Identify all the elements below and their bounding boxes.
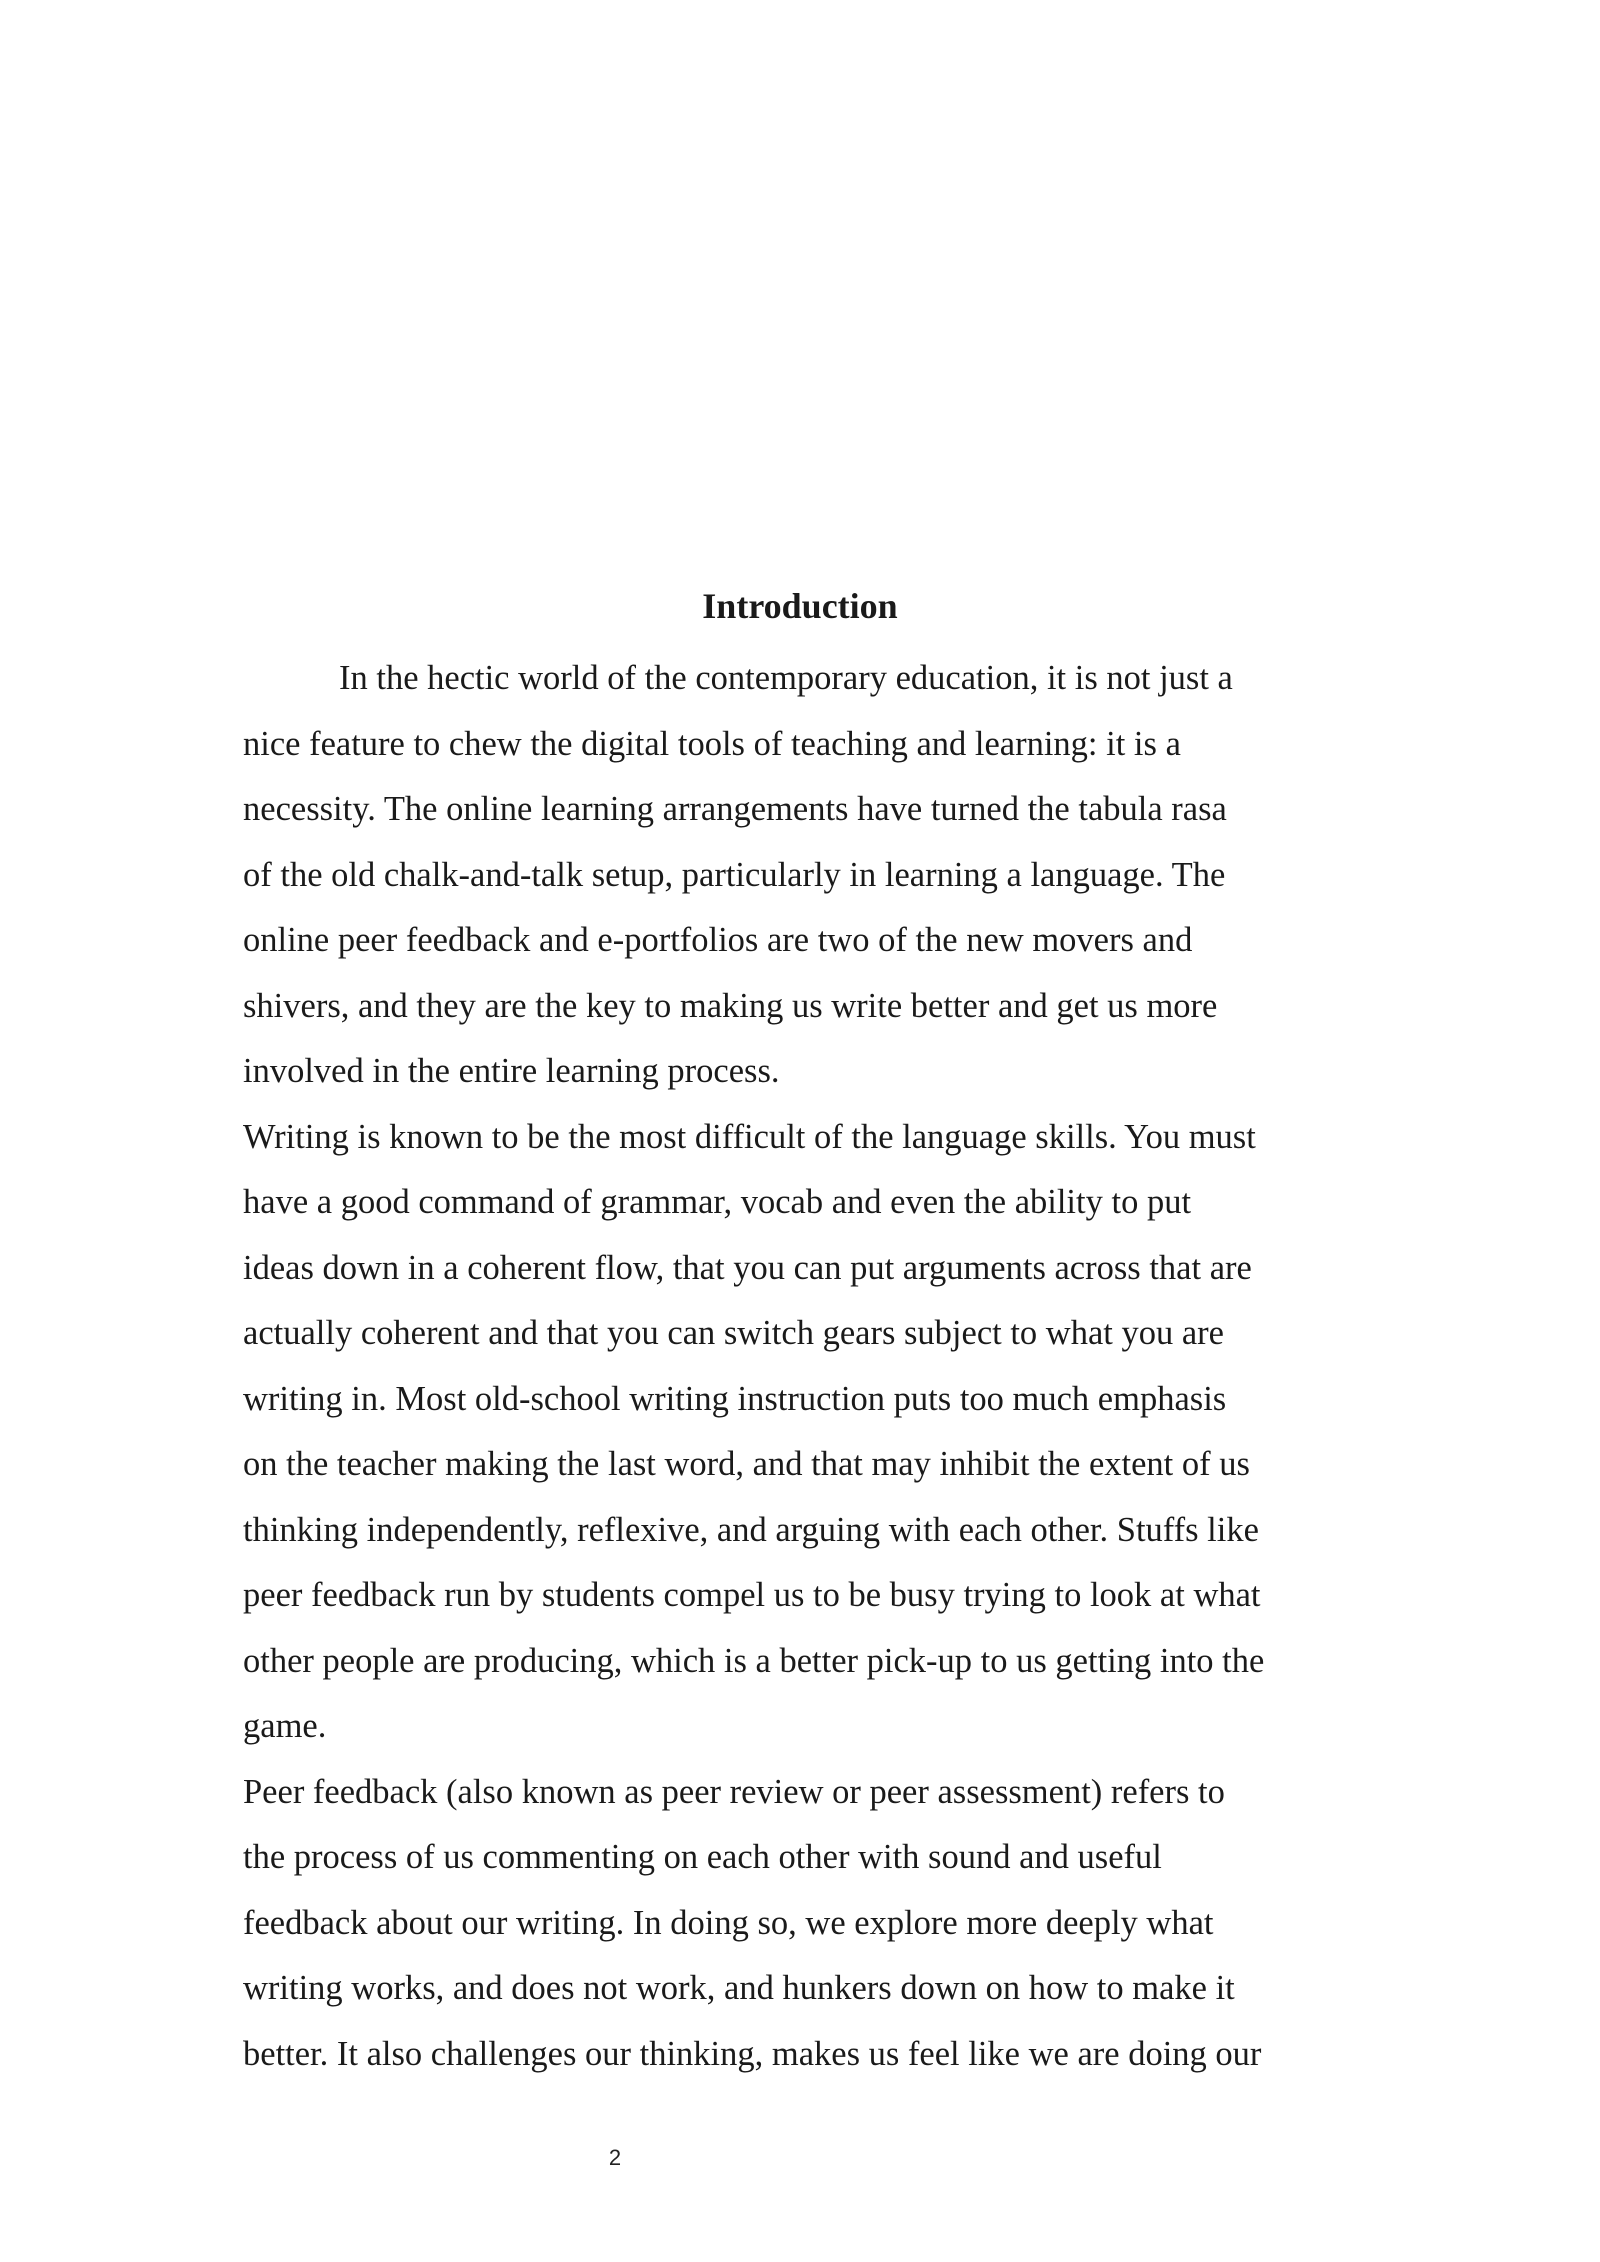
text-line: necessity. The online learning arrangements have turned the tabula rasa (243, 790, 1227, 828)
text-line: thinking independently, reflexive, and arguing with each other. Stuffs like (243, 1510, 1259, 1549)
text-line: other people are producing, which is a better pick-up to us getting into the (243, 1641, 1265, 1680)
section-heading: Introduction (702, 586, 898, 626)
text-line: shivers, and they are the key to making us write better and get us more (243, 986, 1218, 1025)
text-line: actually coherent and that you can switch gears subject to what you are (243, 1314, 1224, 1352)
paragraph-3 (243, 1760, 1373, 2088)
text-line: have a good command of grammar, vocab and even the ability to put (243, 1183, 1192, 1221)
text-line: game. (243, 1707, 327, 1745)
text-line: ideas down in a coherent flow, that you can put arguments across that are (243, 1248, 1252, 1287)
page-number: 2 (608, 2145, 622, 2170)
text-line: online peer feedback and e-portfolios are two of the new movers and (243, 921, 1193, 959)
text-line: In the hectic world of the contemporary education, it is not just a (339, 659, 1233, 697)
body-text (243, 646, 1373, 2087)
text-line: the process of us commenting on each other with sound and useful (243, 1838, 1162, 1876)
text-line: better. It also challenges our thinking, makes us feel like we are doing our (243, 2034, 1262, 2073)
text-line: feedback about our writing. In doing so, we explore more deeply what (243, 1903, 1214, 1942)
paragraph-2 (243, 1105, 1373, 1760)
text-line: peer feedback run by students compel us to be busy trying to look at what (243, 1576, 1261, 1614)
text-line: Peer feedback (also known as peer review or peer assessment) refers to (243, 1772, 1225, 1811)
paragraph-1 (243, 646, 1373, 1105)
text-line: writing works, and does not work, and hunkers down on how to make it (243, 1969, 1235, 2007)
text-line: involved in the entire learning process. (243, 1052, 780, 1090)
text-line: writing in. Most old-school writing instruction puts too much emphasis (243, 1379, 1227, 1418)
text-line: on the teacher making the last word, and that may inhibit the extent of us (243, 1445, 1250, 1483)
text-line: of the old chalk-and-talk setup, particularly in learning a language. The (243, 855, 1226, 894)
text-line: Writing is known to be the most difficult of the language skills. You must (243, 1117, 1256, 1156)
text-line: nice feature to chew the digital tools of teaching and learning: it is a (243, 724, 1181, 763)
